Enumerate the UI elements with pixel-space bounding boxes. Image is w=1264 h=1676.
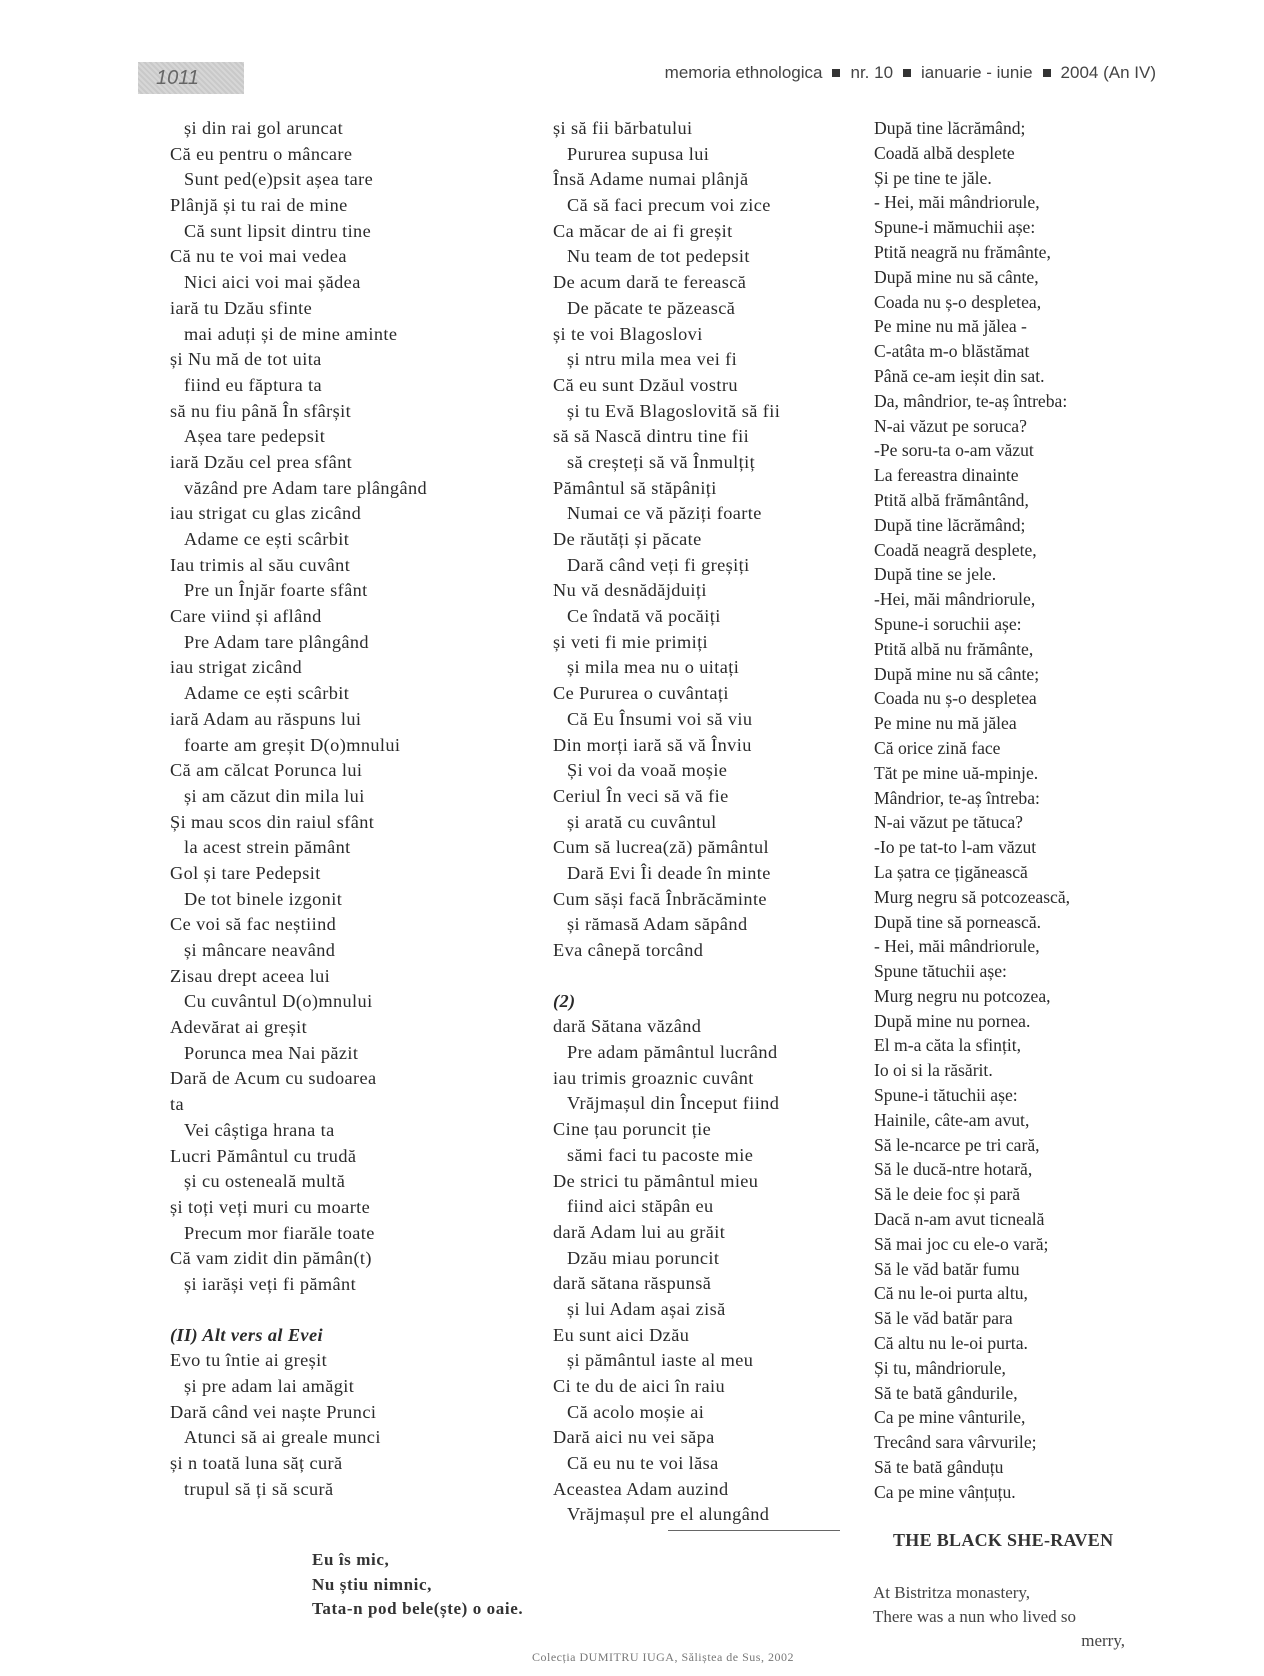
verse-line: Eva cânepă torcând	[553, 940, 704, 960]
verse-line: Tăt pe mine uă-mpinje.	[874, 762, 1039, 783]
verse-line: Că acolo moșie ai	[567, 1401, 705, 1422]
verse-line: Că orice zină face	[874, 737, 1001, 758]
verse-line: Dară când veți fi greșiți	[567, 554, 750, 575]
verse-line: Ce voi să fac neștiind	[170, 914, 337, 935]
verse-line: și tu Evă Blagoslovită să fii	[567, 400, 781, 421]
verse-line: Dacă n-am avut ticneală	[874, 1209, 1045, 1230]
verse-line: Că Eu Însumi voi să viu	[567, 708, 753, 729]
poem-column-1	[170, 116, 520, 1502]
verse-line: Ce îndată vă pocăiți	[567, 606, 721, 627]
verse-line: La fereastra dinainte	[874, 465, 1019, 486]
verse-line: Coada nu ș-o despletea	[874, 688, 1037, 709]
verse-line: C-atâta m-o blăstămat	[874, 341, 1030, 362]
verse-line: dară sătana răspunsă	[553, 1273, 712, 1294]
verse-line: și mila mea nu o uitați	[567, 657, 740, 678]
verse-line: Să le deie foc și pară	[874, 1184, 1021, 1205]
verse-line: fiind aici stăpân eu	[567, 1196, 714, 1217]
verse-line: sămi faci tu pacoste mie	[567, 1144, 754, 1165]
verse-line: Nu vă desnădăjduiți	[553, 580, 707, 601]
verse-line: și pământul iaste al meu	[567, 1350, 754, 1371]
verse-line: -Hei, măi mândriorule,	[874, 589, 1036, 610]
verse-line: Zisau drept aceea lui	[170, 965, 331, 986]
verse-line: La șatra ce țigănească	[874, 861, 1028, 882]
verse-line: At Bistritza monastery,	[873, 1583, 1031, 1602]
verse-line: iară tu Dzău sfinte	[170, 297, 313, 318]
verse-line: Murg negru să potcozească,	[874, 886, 1071, 907]
verse-line: De tot binele izgonit	[184, 888, 343, 909]
verse-line: Să te bată gândurile,	[874, 1382, 1018, 1403]
verse-line: După tine să pornească.	[874, 911, 1042, 932]
verse-line: Dară când vei naște Prunci	[170, 1401, 377, 1422]
verse-line: Pre adam pământul lucrând	[567, 1042, 778, 1063]
verse-line: Ptită albă nu frământe,	[874, 638, 1034, 659]
verse-line: și pre adam lai amăgit	[184, 1376, 355, 1396]
verse-line: N-ai văzut pe tătuca?	[874, 812, 1023, 833]
verse-line: Să le ducă-ntre hotară,	[874, 1159, 1033, 1180]
verse-line: Vei câștiga hrana ta	[184, 1119, 335, 1140]
verse-line: și cu osteneală multă	[184, 1171, 346, 1192]
journal-title: memoria ethnologica	[664, 63, 823, 82]
verse-line: dară Sătana văzând	[553, 1016, 702, 1037]
verse-line: foarte am greșit D(o)mnului	[184, 734, 401, 755]
verse-line: Că vam zidit din pămân(t)	[170, 1248, 372, 1269]
verse-line: Aceastea Adam auzind	[553, 1478, 729, 1499]
verse-line: Sunt ped(e)psit așea tare	[184, 169, 374, 190]
verse-line: Nu știu nimnic,	[312, 1574, 432, 1594]
verse-line: și veti fi mie primiți	[553, 631, 709, 652]
verse-line: Numai ce vă păziți foarte	[567, 503, 762, 524]
verse-line: ta	[170, 1094, 184, 1115]
verse-line: După mine nu să cânte;	[874, 663, 1040, 684]
verse-line: N-ai văzut pe soruca?	[874, 415, 1027, 436]
verse-line: și am căzut din mila lui	[184, 785, 365, 806]
verse-line: Și pe tine te jăle.	[874, 167, 992, 188]
verse-line: Și tu, mândriorule,	[874, 1357, 1006, 1378]
verse-line: Ce Pururea o cuvântați	[553, 683, 729, 704]
verse-line: și rămasă Adam săpând	[567, 914, 748, 935]
verse-line: Pe mine nu mă jălea	[874, 713, 1017, 734]
verse-line: merry,	[1081, 1631, 1125, 1650]
verse-line: Că sunt lipsit dintru tine	[184, 220, 372, 241]
verse-line: Pre un Înjăr foarte sfânt	[184, 580, 368, 601]
verse-line: să creșteți să vă Înmulțiț	[567, 451, 756, 472]
square-bullet-icon	[1043, 69, 1051, 77]
divider	[668, 1530, 840, 1531]
verse-line: și lui Adam așai zisă	[567, 1298, 726, 1319]
verse-line: Pururea supusa lui	[567, 143, 710, 164]
verse-line: Iau trimis al său cuvânt	[170, 554, 351, 575]
verse-line: să nu fiu până În sfârșit	[170, 400, 352, 421]
verse-line: -Io pe tat-to l-am văzut	[874, 837, 1037, 858]
verse-line: Nu team de tot pedepsit	[567, 246, 750, 267]
verse-line: trupul să ți să scură	[184, 1478, 334, 1499]
verse-line: și iarăși veți fi pământ	[184, 1273, 357, 1294]
poem-column-2	[553, 116, 853, 1528]
square-bullet-icon	[832, 69, 840, 77]
verse-line: și te voi Blagoslovi	[553, 323, 703, 344]
verse-line: Ci te du de aici în raiu	[553, 1376, 726, 1396]
verse-line: Trecând sara vârvurile;	[874, 1432, 1037, 1453]
verse-line: După mine nu pornea.	[874, 1010, 1031, 1031]
verse-line: Hainile, câte-am avut,	[874, 1109, 1030, 1130]
verse-line: Coadă albă desplete	[874, 142, 1015, 163]
verse-line: Dară aici nu vei săpa	[553, 1427, 715, 1448]
verse-line: Ceriul În veci să vă fie	[553, 785, 729, 806]
verse-line: Spune-i tătuchii așe:	[874, 1085, 1018, 1106]
verse-line: Că am călcat Porunca lui	[170, 760, 363, 781]
verse-line: Să te bată gânduțu	[874, 1457, 1004, 1478]
verse-line: la acest strein pământ	[184, 837, 351, 858]
verse-line: Io oi si la răsărit.	[874, 1060, 993, 1081]
verse-line: Care viind și aflând	[170, 606, 322, 627]
verse-line: și n toată luna săț cură	[170, 1453, 343, 1474]
page-number: 1011	[138, 62, 244, 94]
section-title: (2)	[553, 990, 576, 1011]
verse-line: Ca măcar de ai fi greșit	[553, 220, 733, 241]
verse-line: și ntru mila mea vei fi	[567, 349, 738, 370]
verse-line: Dzău miau poruncit	[567, 1247, 720, 1268]
verse-line: Că nu le-oi purta altu,	[874, 1283, 1028, 1304]
running-header	[665, 62, 1156, 84]
verse-line: Coada nu ș-o despletea,	[874, 291, 1042, 312]
verse-line: dară Adam lui au grăit	[553, 1221, 726, 1242]
verse-line: mai aduți și de mine aminte	[184, 323, 398, 344]
verse-line: După tine lăcrămând;	[874, 514, 1026, 535]
verse-line: Dară de Acum cu sudoarea	[170, 1068, 377, 1089]
verse-line: Coadă neagră desplete,	[874, 539, 1037, 560]
poem-column-3	[874, 116, 1154, 1505]
short-poem	[312, 1548, 523, 1622]
verse-line: Murg negru nu potcozea,	[874, 985, 1051, 1006]
verse-line: iară Adam au răspuns lui	[170, 708, 362, 729]
verse-line: Vrăjmașul din Început fiind	[567, 1093, 780, 1114]
verse-line: După mine nu să cânte,	[874, 266, 1039, 287]
verse-line: De răutăți și păcate	[553, 529, 702, 549]
verse-line: El m-a căta la sfințit,	[874, 1035, 1022, 1056]
verse-line: și din rai gol aruncat	[184, 118, 344, 138]
verse-line: văzând pre Adam tare plângând	[184, 477, 428, 498]
verse-line: - Hei, măi mândriorule,	[874, 192, 1040, 213]
verse-line: Plânjă și tu rai de mine	[170, 195, 348, 216]
verse-line: Spune-i mămuchii așe:	[874, 217, 1036, 238]
verse-line: Cine țau poruncit ție	[553, 1119, 712, 1140]
verse-line: Că eu sunt Dzăul vostru	[553, 374, 738, 395]
verse-line: Așea tare pedepsit	[184, 426, 326, 447]
verse-line: Da, mândrior, te-aș întreba:	[874, 390, 1068, 411]
verse-line: Mândrior, te-aș întreba:	[874, 787, 1040, 808]
verse-line: să să Nască dintru tine fii	[553, 426, 750, 447]
verse-line: Gol și tare Pedepsit	[170, 862, 321, 883]
verse-line: Atunci să ai greale munci	[184, 1427, 381, 1448]
section-title: (II) Alt vers al Evei	[170, 1324, 323, 1345]
verse-line: și arată cu cuvântul	[567, 811, 717, 832]
issue-number: nr. 10	[850, 63, 894, 82]
verse-line: iau strigat cu glas zicând	[170, 503, 362, 524]
verse-line: Cu cuvântul D(o)mnului	[184, 991, 373, 1012]
verse-line: Că eu pentru o mâncare	[170, 143, 353, 164]
issue-year: 2004 (An IV)	[1060, 63, 1156, 82]
verse-line: De păcate te păzească	[567, 297, 736, 318]
square-bullet-icon	[903, 69, 911, 77]
verse-line: Să mai joc cu ele-o vară;	[874, 1233, 1049, 1254]
verse-line: Din morți iară să vă Înviu	[553, 734, 752, 755]
verse-line: Dară Evi Îi deade în minte	[567, 862, 771, 883]
verse-line: Pământul să stăpâniți	[553, 477, 717, 498]
verse-line: Și mau scos din raiul sfânt	[170, 811, 375, 832]
verse-line: De acum dară te ferească	[553, 272, 747, 293]
verse-line: De strici tu pământul mieu	[553, 1170, 759, 1191]
verse-line: Cum să lucrea(ză) pământul	[553, 837, 769, 858]
verse-line: fiind eu făptura ta	[184, 374, 323, 395]
verse-line: Să le văd batăr para	[874, 1308, 1013, 1329]
verse-line: Că nu te voi mai vedea	[170, 246, 347, 267]
verse-line: Nici aici voi mai șădea	[184, 272, 361, 293]
verse-line: - Hei, măi mândriorule,	[874, 936, 1040, 957]
verse-line: Și voi da voaă moșie	[567, 760, 728, 781]
collection-credit: Colecția DUMITRU IUGA, Săliștea de Sus, 2002	[532, 1650, 794, 1664]
verse-line: Lucri Pământul cu trudă	[170, 1145, 357, 1166]
verse-line: Că altu nu le-oi purta.	[874, 1333, 1028, 1354]
verse-line: După tine lăcrămând;	[874, 118, 1026, 138]
verse-line: Să le-ncarce pe tri cară,	[874, 1134, 1040, 1155]
verse-line: iau strigat zicând	[170, 657, 303, 678]
verse-line: Porunca mea Nai păzit	[184, 1042, 359, 1063]
verse-line: Eu sunt aici Dzău	[553, 1324, 690, 1345]
verse-line: Însă Adame numai plânjă	[553, 169, 749, 190]
verse-line: Că să faci precum voi zice	[567, 195, 771, 216]
verse-line: și Nu mă de tot uita	[170, 349, 322, 370]
verse-line: Vrăjmașul pre el alungând	[567, 1504, 770, 1525]
verse-line: Adame ce ești scârbit	[184, 683, 350, 704]
verse-line: Că eu nu te voi lăsa	[567, 1453, 719, 1474]
verse-line: Ptită neagră nu frământe,	[874, 241, 1051, 262]
verse-line: Ca pe mine vânturile,	[874, 1407, 1026, 1428]
verse-line: Tata-n pod bele(ște) o oaie.	[312, 1599, 524, 1618]
issue-period: ianuarie - iunie	[921, 63, 1033, 82]
english-poem-title: THE BLACK SHE-RAVEN	[893, 1530, 1114, 1550]
verse-line: Adevărat ai greșit	[170, 1017, 308, 1038]
verse-line: Adame ce ești scârbit	[184, 529, 350, 549]
verse-line: -Pe soru-ta o-am văzut	[874, 440, 1034, 461]
verse-line: Pe mine nu mă jălea -	[874, 316, 1027, 337]
verse-line: și toți veți muri cu moarte	[170, 1196, 371, 1217]
verse-line: There was a nun who lived so	[873, 1607, 1077, 1626]
verse-line: Evo tu întie ai greșit	[170, 1350, 328, 1371]
verse-line: și să fii bărbatului	[553, 118, 693, 138]
verse-line: iau trimis groaznic cuvânt	[553, 1067, 754, 1088]
verse-line: Până ce-am ieșit din sat.	[874, 365, 1045, 386]
verse-line: Cum săși facă Înbrăcăminte	[553, 888, 767, 909]
verse-line: După tine se jele.	[874, 564, 997, 585]
verse-line: Spune tătuchii așe:	[874, 961, 1007, 982]
verse-line: iară Dzău cel prea sfânt	[170, 451, 353, 472]
verse-line: Să le văd batăr fumu	[874, 1258, 1020, 1279]
verse-line: Ptită albă frământând,	[874, 489, 1029, 510]
verse-line: Precum mor fiarăle toate	[184, 1222, 375, 1243]
verse-line: și mâncare neavând	[184, 940, 336, 960]
verse-line: Pre Adam tare plângând	[184, 631, 369, 652]
verse-line: Ca pe mine vânțuțu.	[874, 1481, 1016, 1502]
verse-line: Eu îs mic,	[312, 1550, 390, 1569]
verse-line: Spune-i soruchii așe:	[874, 613, 1022, 634]
english-poem	[873, 1581, 1125, 1653]
